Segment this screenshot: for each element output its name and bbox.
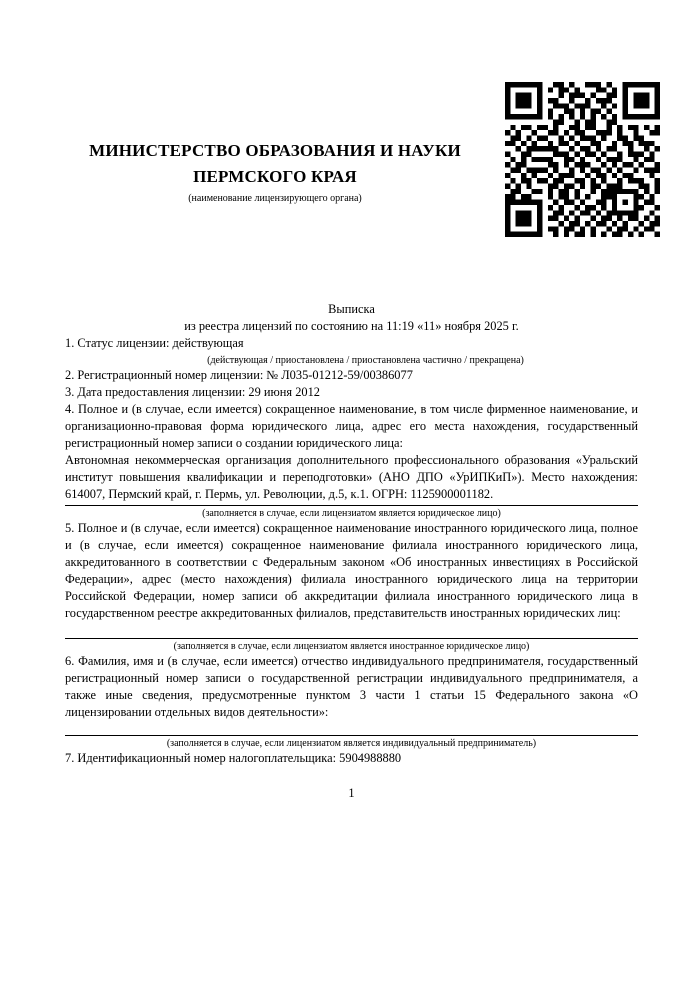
blank-field-line-individual-entrepreneur	[65, 735, 638, 736]
item-1-license-status: 1. Статус лицензии: действующая	[65, 336, 244, 350]
item-3-license-grant-date: 3. Дата предоставления лицензии: 29 июня 2012	[65, 385, 321, 399]
item-4-legal-entity-label: 4. Полное и (в случае, если имеется) сокращенное наименование, в том числе фирменное наименование, и организационно-правовая форма юридического лица, адрес его места нахождения, государственный регистрационный номер записи о создании юридического лица:	[65, 402, 638, 450]
ministry-caption: (наименование лицензирующего органа)	[188, 193, 362, 204]
blank-field-line-legal-entity	[65, 505, 638, 506]
item-4-fill-caption: (заполняется в случае, если лицензиатом является юридическое лицо)	[202, 508, 501, 519]
item-1-status-options-caption: (действующая / приостановлена / приостановлена частично / прекращена)	[207, 355, 524, 366]
document-title: Выписка	[328, 302, 375, 316]
item-7-taxpayer-id: 7. Идентификационный номер налогоплательщика: 5904988880	[65, 751, 402, 765]
item-4-legal-entity-value: Автономная некоммерческая организация дополнительного профессионального образования «Уральский институт повышения квалификации и переподготовки» (АНО ДПО «УрИПКиП»). Место нахождения: 614007, Пермский край, г. Пермь, ул. Революции, д.5, к.1. ОГРН: 1125900001182.	[65, 453, 638, 501]
item-5-fill-caption: (заполняется в случае, если лицензиатом является иностранное юридическое лицо)	[173, 641, 530, 652]
qr-code	[505, 82, 660, 237]
ministry-name-line2: ПЕРМСКОГО КРАЯ	[193, 167, 357, 186]
item-2-registration-number: 2. Регистрационный номер лицензии: № Л035-01212-59/00386077	[65, 368, 413, 382]
document-title-block	[65, 301, 638, 335]
page-number: 1	[348, 786, 355, 800]
document-subtitle: из реестра лицензий по состоянию на 11:19 «11» ноября 2025 г.	[184, 319, 519, 333]
item-6-fill-caption: (заполняется в случае, если лицензиатом является индивидуальный предприниматель)	[166, 738, 537, 749]
blank-field-line-foreign-entity	[65, 638, 638, 639]
item-6-individual-entrepreneur-label: 6. Фамилия, имя и (в случае, если имеется) отчество индивидуального предпринимателя, государственный регистрационный номер записи о государственной регистрации индивидуального предпринимателя, а также иные сведения, предусмотренные пунктом 3 части 1 статьи 15 Федерального закона «О лицензировании отдельных видов деятельности»:	[65, 654, 638, 719]
ministry-name-line1: МИНИСТЕРСТВО ОБРАЗОВАНИЯ И НАУКИ	[89, 141, 461, 160]
item-5-foreign-entity-label: 5. Полное и (в случае, если имеется) сокращенное наименование иностранного юридического лица, полное и (в случае, если имеется) сокращенное наименование филиала иностранного юридического лица, аккредитованного в соответствии с Федеральным законом «Об иностранных инвестициях в Российской Федерации», адрес (место нахождения) филиала иностранного юридического лица на территории Российской Федерации, номер записи об аккредитации филиала иностранного юридического лица в государственном реестре аккредитованных филиалов, представительств иностранных юридических лиц:	[65, 521, 638, 620]
licensing-authority-header	[65, 138, 485, 205]
